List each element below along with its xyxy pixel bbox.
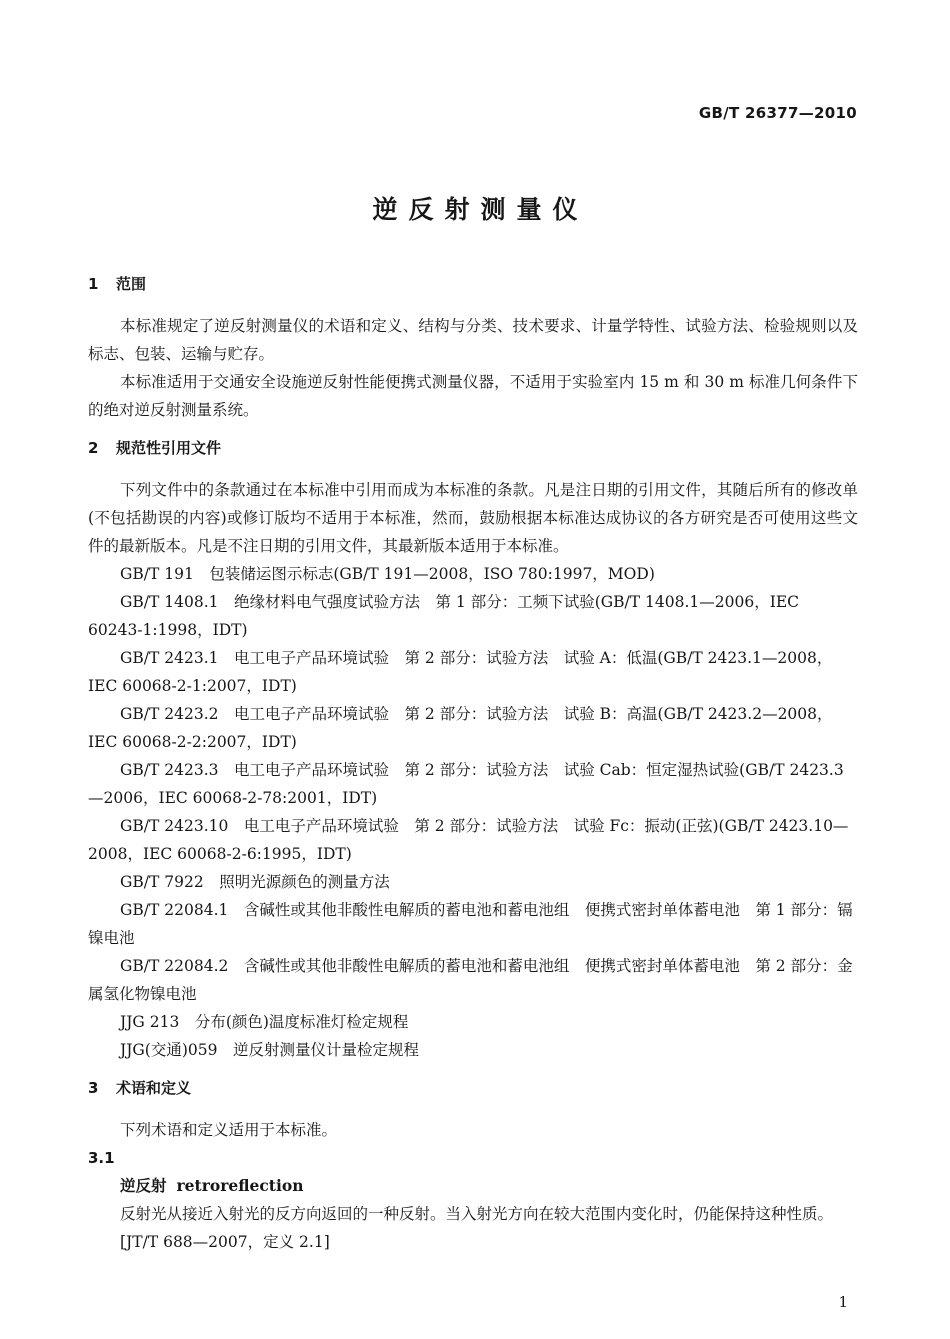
reference-item: GB/T 2423.2 电工电子产品环境试验 第 2 部分：试验方法 试验 B：高温(GB/T 2423.2—2008，IEC 60068-2-2:2007，IDT) (88, 705, 833, 751)
reference-item: GB/T 7922 照明光源颜色的测量方法 (120, 873, 390, 891)
section-heading-normative-references (88, 434, 858, 462)
term-definition: 反射光从接近入射光的反方向返回的一种反射。当入射光方向在较大范围内变化时，仍能保持这种性质。 (120, 1205, 834, 1223)
section-title: 术语和定义 (116, 1079, 192, 1097)
reference-item: GB/T 2423.1 电工电子产品环境试验 第 2 部分：试验方法 试验 A：低温(GB/T 2423.1—2008，IEC 60068-2-1:2007，IDT) (88, 649, 833, 695)
section-number: 1 (88, 275, 99, 293)
reference-item: GB/T 22084.2 含碱性或其他非酸性电解质的蓄电池和蓄电池组 便携式密封单体蓄电池 第 2 部分：金属氢化物镍电池 (88, 957, 853, 1003)
section-title: 范围 (116, 275, 147, 293)
section-heading-terms-definitions (88, 1074, 858, 1102)
section-heading-scope (88, 270, 858, 298)
section-number: 3 (88, 1079, 99, 1097)
reference-item: GB/T 191 包装储运图示标志(GB/T 191—2008，ISO 780:1997，MOD) (120, 565, 655, 583)
page-number: 1 (838, 1293, 848, 1311)
term-english: retroreflection (176, 1176, 304, 1195)
section-number: 2 (88, 439, 99, 457)
reference-item: JJG 213 分布(颜色)温度标准灯检定规程 (120, 1013, 409, 1031)
paragraph: 本标准适用于交通安全设施逆反射性能便携式测量仪器，不适用于实验室内 15 m 和 30 m 标准几何条件下的绝对逆反射测量系统。 (88, 373, 858, 419)
section-title: 规范性引用文件 (116, 439, 222, 457)
document-title: 逆反射测量仪 (372, 195, 589, 224)
term-source: [JT/T 688—2007，定义 2.1] (120, 1233, 330, 1251)
reference-item: GB/T 1408.1 绝缘材料电气强度试验方法 第 1 部分：工频下试验(GB/T 1408.1—2006，IEC 60243-1:1998，IDT) (88, 593, 799, 639)
reference-item: JJG(交通)059 逆反射测量仪计量检定规程 (120, 1041, 419, 1059)
paragraph: 下列术语和定义适用于本标准。 (120, 1121, 338, 1139)
reference-item: GB/T 2423.3 电工电子产品环境试验 第 2 部分：试验方法 试验 Cab：恒定湿热试验(GB/T 2423.3—2006，IEC 60068-2-78:2001，IDT) (88, 761, 844, 807)
paragraph: 本标准规定了逆反射测量仪的术语和定义、结构与分类、技术要求、计量学特性、试验方法、检验规则以及标志、包装、运输与贮存。 (88, 317, 858, 363)
paragraph: 下列文件中的条款通过在本标准中引用而成为本标准的条款。凡是注日期的引用文件，其随后所有的修改单(不包括勘误的内容)或修订版均不适用于本标准，然而，鼓励根据本标准达成协议的各方研究是否可使用这些文件的最新版本。凡是不注日期的引用文件，其最新版本适用于本标准。 (88, 481, 858, 555)
reference-item: GB/T 2423.10 电工电子产品环境试验 第 2 部分：试验方法 试验 Fc：振动(正弦)(GB/T 2423.10—2008，IEC 60068-2-6:1995，IDT) (88, 817, 849, 863)
term-chinese: 逆反射 (120, 1176, 167, 1195)
subsection-number: 3.1 (88, 1149, 115, 1167)
reference-item: GB/T 22084.1 含碱性或其他非酸性电解质的蓄电池和蓄电池组 便携式密封单体蓄电池 第 1 部分：镉镍电池 (88, 901, 853, 947)
document-body (88, 270, 858, 1256)
standard-number: GB/T 26377—2010 (698, 104, 857, 122)
term-entry (88, 1172, 858, 1200)
